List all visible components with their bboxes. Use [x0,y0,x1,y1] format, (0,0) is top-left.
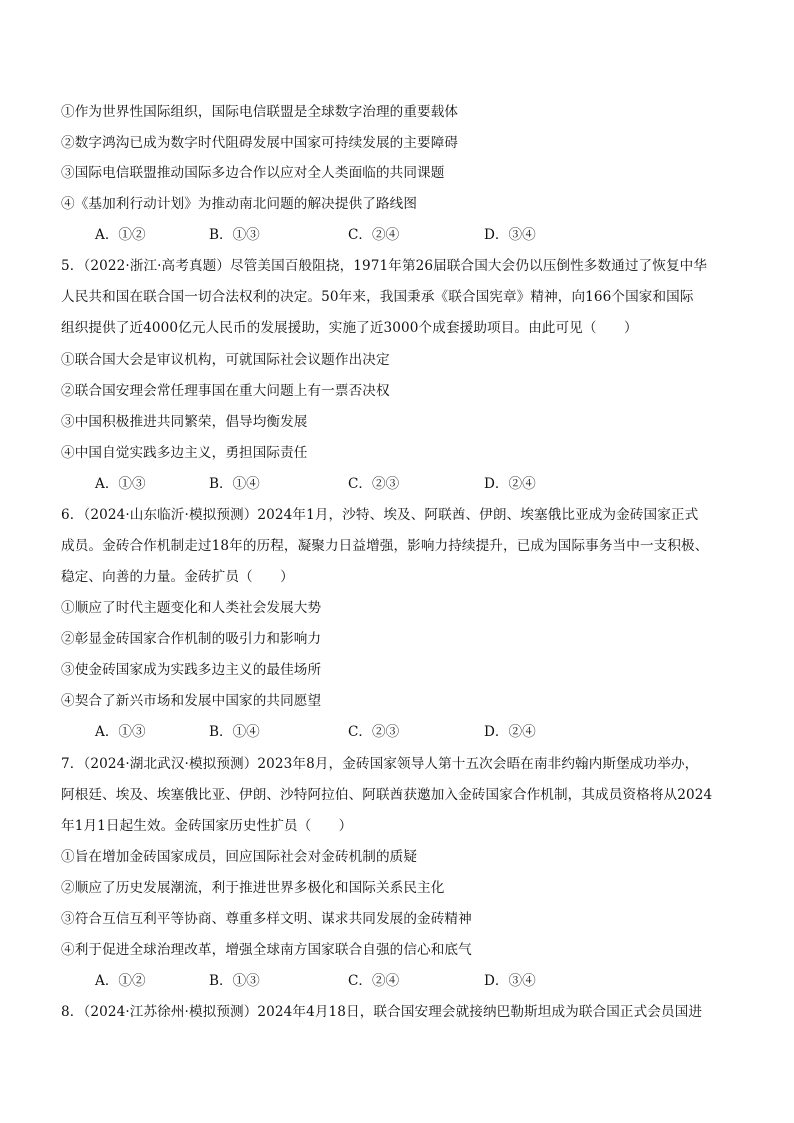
answer-options [95,722,655,742]
choice-item: ③国际电信联盟推动国际多边合作以应对全人类面临的共同课题 [61,165,445,181]
choice-item: ①作为世界性国际组织，国际电信联盟是全球数字治理的重要载体 [61,104,459,120]
choice-item: ④利于促进全球治理改革，增强全球南方国家联合自强的信心和底气 [61,942,472,958]
question-7-stem: 阿根廷、埃及、埃塞俄比亚、伊朗、沙特阿拉伯、阿联酋获邀加入金砖国家合作机制，其成员资格将从2024 [61,787,713,803]
question-6-stem: 成员。金砖合作机制走过18年的历程，凝聚力日益增强，影响力持续提升，已成为国际事务当中一支积极、 [61,538,709,554]
option-a: A．①② [95,227,146,243]
choice-item: ②彰显金砖国家合作机制的吸引力和影响力 [61,631,322,647]
option-a: A．①③ [95,724,146,740]
option-d: D．②④ [484,476,536,492]
option-d: D．②④ [484,724,536,740]
choice-item: ①联合国大会是审议机构，可就国际社会议题作出决定 [61,352,390,368]
answer-options [95,971,655,991]
option-c: C．②④ [348,973,400,989]
choice-item: ②联合国安理会常任理事国在重大问题上有一票否决权 [61,383,390,399]
option-b: B．①③ [209,973,260,989]
choice-item: ②顺应了历史发展潮流，利于推进世界多极化和国际关系民主化 [61,880,445,896]
question-6-stem: 6．（2024·山东临沂·模拟预测）2024年1月，沙特、埃及、阿联酋、伊朗、埃塞俄比亚成为金砖国家正式 [61,507,699,523]
option-d: D．③④ [484,973,536,989]
option-c: C．②④ [348,227,400,243]
option-b: B．①③ [209,227,260,243]
choice-item: ④契合了新兴市场和发展中国家的共同愿望 [61,693,322,709]
option-a: A．①③ [95,476,146,492]
question-6-stem: 稳定、向善的力量。金砖扩员（ ） [61,569,294,585]
choice-item: ②数字鸿沟已成为数字时代阻碍发展中国家可持续发展的主要障碍 [61,135,459,151]
question-7-stem: 7．（2024·湖北武汉·模拟预测）2023年8月，金砖国家领导人第十五次会晤在南非约翰内斯堡成功举办， [61,756,699,772]
question-8-stem: 8．（2024·江苏徐州·模拟预测）2024年4月18日，联合国安理会就接纳巴勒斯坦成为联合国正式会员国进 [61,1004,703,1020]
question-5-stem: 人民共和国在联合国一切合法权利的决定。50年来，我国秉承《联合国宪章》精神，向166个国家和国际 [61,289,694,305]
choice-item: ③中国积极推进共同繁荣，倡导均衡发展 [61,414,308,430]
choice-item: ③使金砖国家成为实践多边主义的最佳场所 [61,662,322,678]
option-d: D．③④ [484,227,536,243]
question-5-stem: 组织提供了近4000亿元人民币的发展援助，实施了近3000个成套援助项目。由此可见（ ） [61,320,638,336]
answer-options [95,474,655,494]
option-b: B．①④ [209,724,260,740]
choice-item: ①旨在增加金砖国家成员，回应国际社会对金砖机制的质疑 [61,849,418,865]
answer-options [95,225,655,245]
option-c: C．②③ [348,476,400,492]
option-b: B．①④ [209,476,260,492]
choice-item: ④中国自觉实践多边主义，勇担国际责任 [61,445,308,461]
option-c: C．②③ [348,724,400,740]
choice-item: ③符合互信互利平等协商、尊重多样文明、谋求共同发展的金砖精神 [61,911,472,927]
choice-item: ④《基加利行动计划》为推动南北问题的解决提供了路线图 [61,196,418,212]
option-a: A．①② [95,973,146,989]
question-5-stem: 5．（2022·浙江·高考真题）尽管美国百般阻挠，1971年第26届联合国大会仍以压倒性多数通过了恢复中华 [61,258,708,274]
question-7-stem: 年1月1日起生效。金砖国家历史性扩员（ ） [61,818,353,834]
choice-item: ①顺应了时代主题变化和人类社会发展大势 [61,600,322,616]
